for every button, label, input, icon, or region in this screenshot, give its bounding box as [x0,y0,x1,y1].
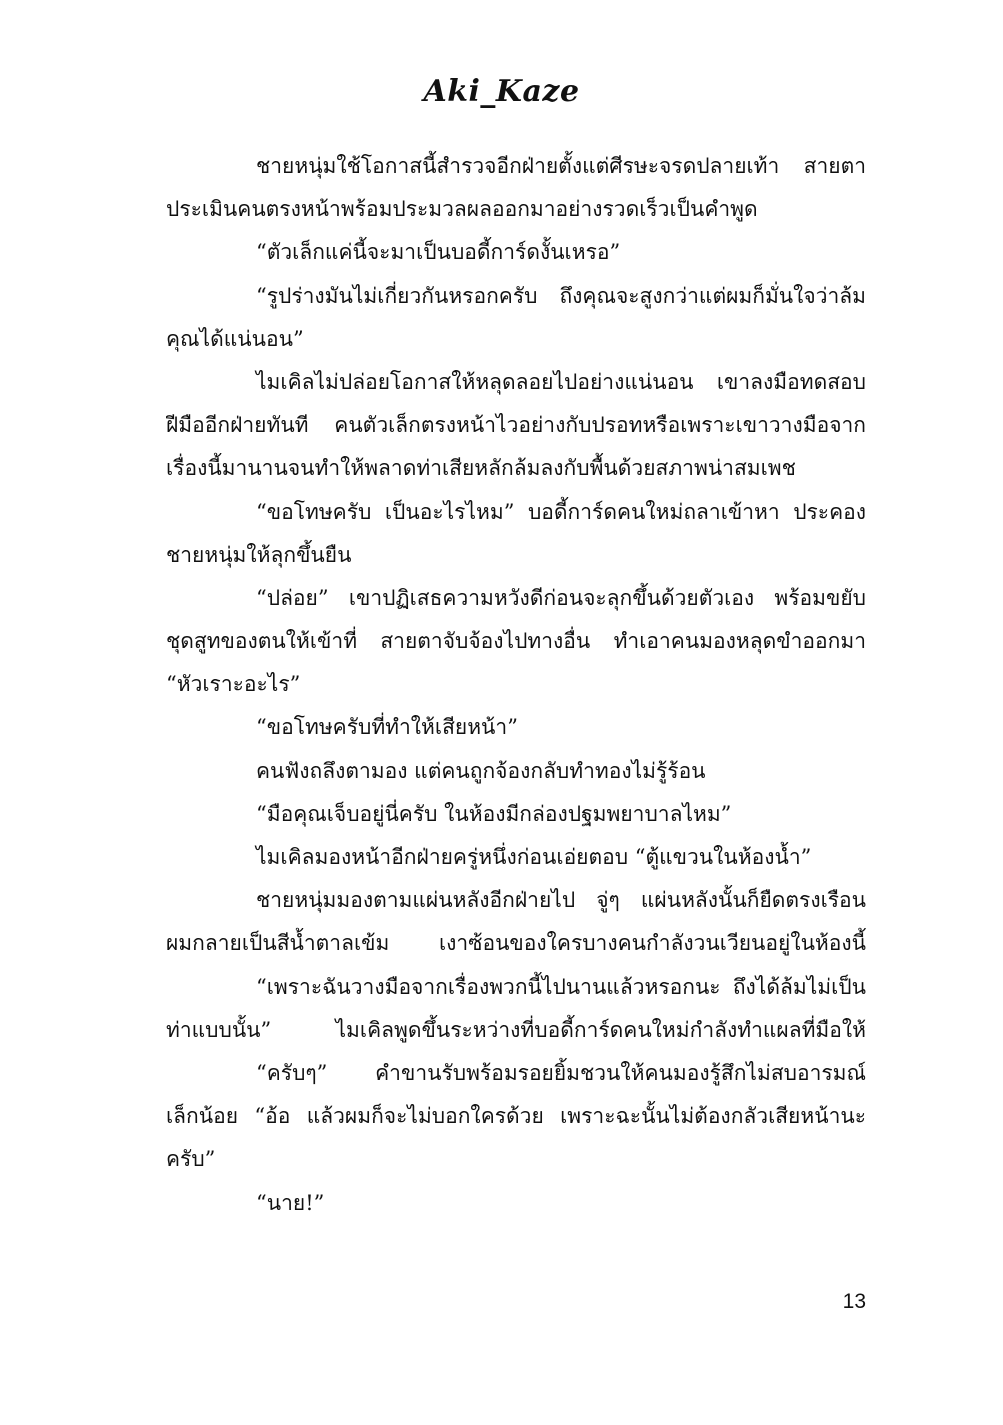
body-text [166,145,866,1225]
text-line: ครับ” [166,1147,216,1172]
text-line: ชายหนุ่มมองตามแผ่นหลังอีกฝ่ายไป จู่ๆ แผ่นหลังนั้นก็ยืดตรงเรือน [256,888,866,913]
text-line: ฝีมืออีกฝ่ายทันที คนตัวเล็กตรงหน้าไวอย่างกับปรอทหรือเพราะเขาวางมือจาก [166,413,866,438]
text-line: ไมเคิลไม่ปล่อยโอกาสให้หลุดลอยไปอย่างแน่นอน เขาลงมือทดสอบ [256,369,866,394]
text-line: เรื่องนี้มานานจนทำให้พลาดท่าเสียหลักล้มลงกับพื้นด้วยสภาพน่าสมเพช [166,456,796,481]
text-line: “ขอโทษครับที่ทำให้เสียหน้า” [256,715,518,740]
text-line: “นาย!” [256,1190,325,1215]
text-line: ชายหนุ่มใช้โอกาสนี้สำรวจอีกฝ่ายตั้งแต่ศีรษะจรดปลายเท้า สายตา [256,154,866,178]
text-line: “ครับๆ” คำขานรับพร้อมรอยยิ้มชวนให้คนมองรู้สึกไม่สบอารมณ์ [256,1060,866,1085]
text-line: ชายหนุ่มให้ลุกขึ้นยืน [166,542,352,567]
text-line: เล็กน้อย “อ้อ แล้วผมก็จะไม่บอกใครด้วย เพราะฉะนั้นไม่ต้องกลัวเสียหน้านะ [166,1104,866,1129]
text-line: “ปล่อย” เขาปฏิเสธความหวังดีก่อนจะลุกขึ้นด้วยตัวเอง พร้อมขยับ [256,585,866,610]
text-line: ชุดสูทของตนให้เข้าที่ สายตาจับจ้องไปทางอื่น ทำเอาคนมองหลุดขำออกมา [166,629,866,654]
text-line: “รูปร่างมันไม่เกี่ยวกันหรอกครับ ถึงคุณจะสูงกว่าแต่ผมก็มั่นใจว่าล้ม [256,283,866,308]
text-line: คนฟังถลึงตามอง แต่คนถูกจ้องกลับทำทองไม่รู้ร้อน [256,758,706,783]
text-line: ประเมินคนตรงหน้าพร้อมประมวลผลออกมาอย่างรวดเร็วเป็นคำพูด [166,197,758,222]
text-line: “เพราะฉันวางมือจากเรื่องพวกนี้ไปนานแล้วหรอกนะ ถึงได้ล้มไม่เป็น [256,974,866,999]
text-line: ผมกลายเป็นสีน้ำตาลเข้ม เงาซ้อนของใครบางคนกำลังวนเวียนอยู่ในห้องนี้ [166,931,866,956]
text-line: “มือคุณเจ็บอยู่นี่ครับ ในห้องมีกล่องปฐมพยาบาลไหม” [256,801,732,826]
text-line: ท่าแบบนั้น” ไมเคิลพูดขึ้นระหว่างที่บอดี้การ์ดคนใหม่กำลังทำแผลที่มือให้ [166,1017,866,1042]
text-line: “ขอโทษครับ เป็นอะไรไหม” บอดี้การ์ดคนใหม่ถลาเข้าหา ประคอง [256,499,866,524]
page-number: 13 [842,1290,866,1313]
header-title: Aki_Kaze [423,74,580,109]
text-line: “หัวเราะอะไร” [166,672,301,697]
text-line: คุณได้แน่นอน” [166,326,304,351]
text-line: “ตัวเล็กแค่นี้จะมาเป็นบอดี้การ์ดงั้นเหรอ” [256,240,621,265]
text-line: ไมเคิลมองหน้าอีกฝ่ายครู่หนึ่งก่อนเอ่ยตอบ “ตู้แขวนในห้องน้ำ” [256,845,812,869]
